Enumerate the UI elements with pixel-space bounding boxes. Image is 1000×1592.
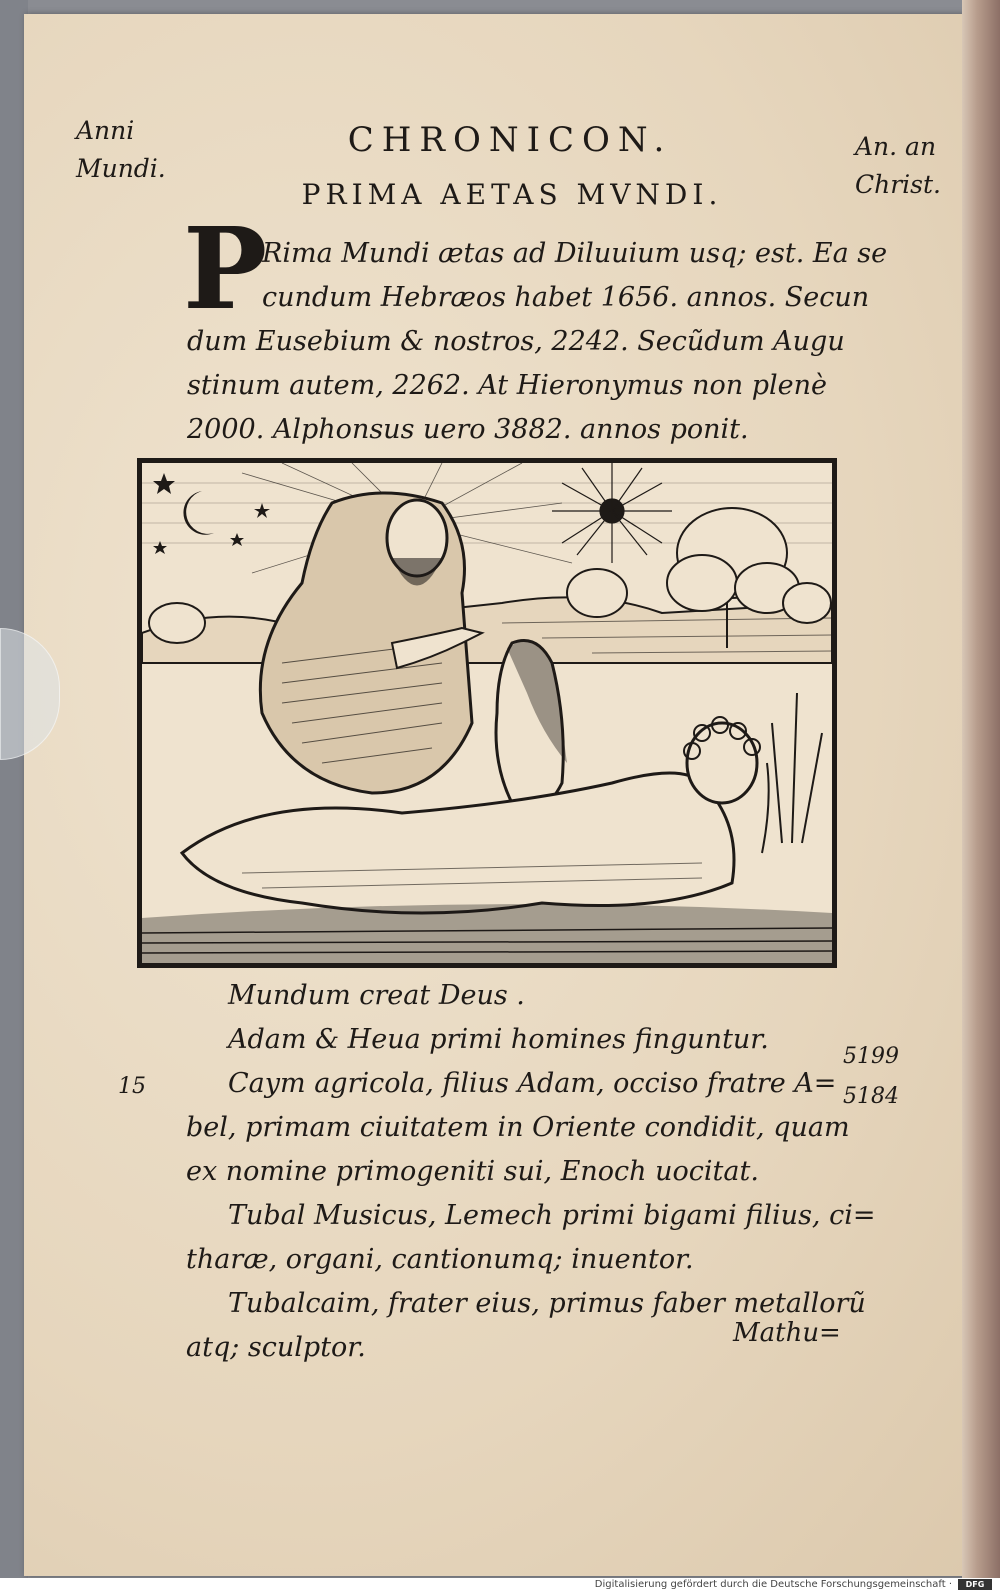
footer-credit: Digitalisierung gefördert durch die Deutsche Forschungsgemeinschaft ·	[594, 1579, 952, 1590]
margin-number-right: 5184	[843, 1084, 899, 1109]
margin-left-line-1: Anni	[76, 116, 135, 145]
body-line: bel, primam ciuitatem in Oriente condidit, quam	[186, 1112, 850, 1143]
stars-icon	[153, 473, 270, 554]
margin-left-line-2: Mundi.	[76, 154, 166, 183]
margin-right-line-1: An. an	[855, 132, 937, 161]
body-line: Mundum creat Deus .	[228, 980, 525, 1011]
intro-line: cundum Hebræos habet 1656. annos. Secun	[262, 282, 870, 313]
dfg-logo-text: DFG	[965, 1580, 985, 1589]
margin-right-line-2: Christ.	[855, 170, 941, 199]
body-line: Adam & Heua primi homines finguntur.	[228, 1024, 769, 1055]
dfg-logo	[958, 1579, 992, 1590]
margin-number-left: 15	[118, 1074, 146, 1099]
moon-icon	[183, 491, 214, 535]
body-line: tharæ, organi, cantionumq; inuentor.	[186, 1244, 694, 1275]
page-title: CHRONICON.	[347, 120, 673, 160]
body-line: Tubal Musicus, Lemech primi bigami filius, ci=	[228, 1200, 876, 1231]
margin-number-right: 5199	[843, 1044, 899, 1069]
body-line: Tubalcaim, frater eius, primus faber metallorũ	[228, 1288, 866, 1319]
drop-cap: P	[183, 204, 268, 335]
margin-heading-left	[76, 112, 166, 188]
sun-icon	[552, 463, 672, 563]
book-cover-edge	[962, 0, 1000, 1580]
body-line: Caym agricola, filius Adam, occiso fratre A=	[228, 1068, 837, 1099]
page-subtitle: PRIMA AETAS MVNDI.	[301, 178, 723, 211]
intro-line: dum Eusebium & nostros, 2242. Secũdum Augu	[187, 326, 845, 357]
body-line: atq; sculptor.	[186, 1332, 366, 1363]
catchword: Mathu=	[733, 1318, 841, 1348]
intro-line: 2000. Alphonsus uero 3882. annos ponit.	[187, 414, 749, 445]
body-line: ex nomine primogeniti sui, Enoch uocitat.	[186, 1156, 759, 1187]
margin-heading-right	[855, 128, 941, 204]
intro-line: Rima Mundi ætas ad Diluuium usq; est. Ea se	[262, 238, 888, 269]
intro-line: stinum autem, 2262. At Hieronymus non plenè	[187, 370, 827, 401]
woodcut-illustration	[137, 458, 837, 968]
